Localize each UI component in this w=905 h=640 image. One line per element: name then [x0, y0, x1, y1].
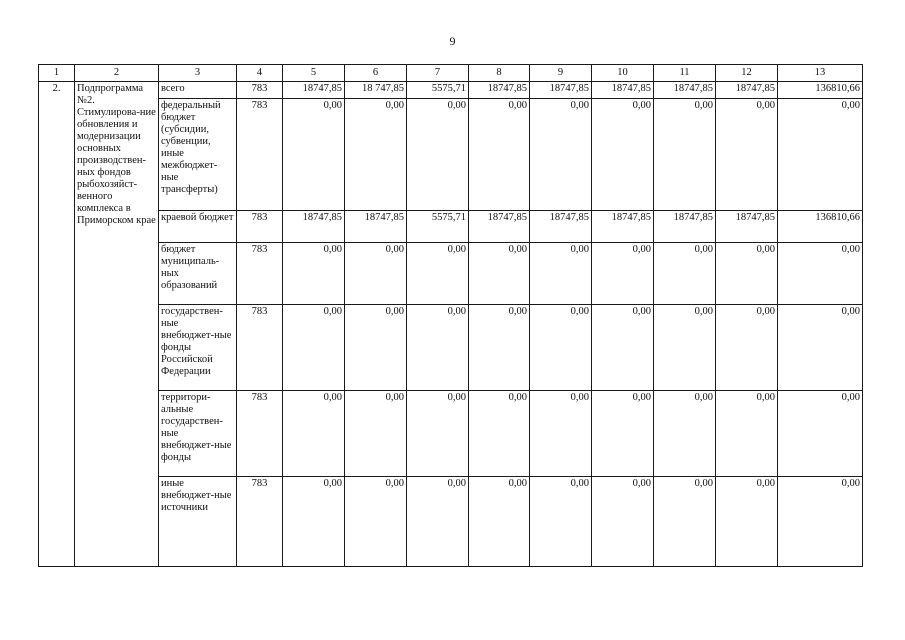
- value-cell: 18747,85: [592, 211, 654, 243]
- value-cell: 18747,85: [716, 211, 778, 243]
- code-cell: 783: [237, 243, 283, 305]
- value-cell: 18747,85: [654, 211, 716, 243]
- code-cell: 783: [237, 82, 283, 99]
- code-cell: 783: [237, 477, 283, 567]
- header-cell: 1: [39, 65, 75, 82]
- value-cell: 18747,85: [530, 82, 592, 99]
- table-row: [39, 82, 863, 99]
- value-cell: 0,00: [654, 99, 716, 211]
- value-cell: 0,00: [283, 243, 345, 305]
- header-cell: 8: [469, 65, 530, 82]
- value-cell: 0,00: [654, 243, 716, 305]
- header-cell: 7: [407, 65, 469, 82]
- funding-source-cell: федеральный бюджет (субсидии, субвенции, иные межбюджет-ные трансферты): [159, 99, 237, 211]
- value-cell: 18747,85: [345, 211, 407, 243]
- value-cell: 0,00: [530, 477, 592, 567]
- value-cell: 0,00: [530, 391, 592, 477]
- header-cell: 11: [654, 65, 716, 82]
- value-cell: 0,00: [778, 477, 863, 567]
- header-cell: 3: [159, 65, 237, 82]
- value-cell: 0,00: [592, 99, 654, 211]
- header-cell: 9: [530, 65, 592, 82]
- funding-source-cell: всего: [159, 82, 237, 99]
- header-cell: 12: [716, 65, 778, 82]
- value-cell: 0,00: [407, 391, 469, 477]
- table-row: [39, 243, 863, 305]
- budget-table: [38, 64, 863, 567]
- header-cell: 13: [778, 65, 863, 82]
- value-cell: 0,00: [345, 243, 407, 305]
- value-cell: 0,00: [345, 477, 407, 567]
- value-cell: 0,00: [407, 99, 469, 211]
- value-cell: 0,00: [407, 305, 469, 391]
- value-cell: 0,00: [530, 99, 592, 211]
- value-cell: 0,00: [778, 391, 863, 477]
- value-cell: 136810,66: [778, 82, 863, 99]
- value-cell: 0,00: [407, 477, 469, 567]
- value-cell: 0,00: [469, 99, 530, 211]
- funding-source-cell: иные внебюджет-ные источники: [159, 477, 237, 567]
- value-cell: 0,00: [283, 477, 345, 567]
- code-cell: 783: [237, 211, 283, 243]
- value-cell: 0,00: [283, 305, 345, 391]
- code-cell: 783: [237, 305, 283, 391]
- row-number-cell: 2.: [39, 82, 75, 567]
- value-cell: 0,00: [592, 391, 654, 477]
- value-cell: 0,00: [469, 477, 530, 567]
- value-cell: 18747,85: [469, 211, 530, 243]
- value-cell: 18 747,85: [345, 82, 407, 99]
- value-cell: 0,00: [283, 99, 345, 211]
- value-cell: 0,00: [716, 391, 778, 477]
- value-cell: 18747,85: [654, 82, 716, 99]
- value-cell: 0,00: [654, 477, 716, 567]
- code-cell: 783: [237, 391, 283, 477]
- value-cell: 0,00: [283, 391, 345, 477]
- value-cell: 0,00: [530, 305, 592, 391]
- table-row: [39, 305, 863, 391]
- value-cell: 0,00: [716, 99, 778, 211]
- funding-source-cell: краевой бюджет: [159, 211, 237, 243]
- value-cell: 0,00: [345, 99, 407, 211]
- header-cell: 2: [75, 65, 159, 82]
- value-cell: 0,00: [716, 305, 778, 391]
- value-cell: 0,00: [469, 305, 530, 391]
- header-cell: 5: [283, 65, 345, 82]
- value-cell: 0,00: [592, 243, 654, 305]
- value-cell: 0,00: [592, 305, 654, 391]
- value-cell: 5575,71: [407, 82, 469, 99]
- value-cell: 18747,85: [283, 211, 345, 243]
- value-cell: 0,00: [778, 243, 863, 305]
- value-cell: 0,00: [716, 477, 778, 567]
- code-cell: 783: [237, 99, 283, 211]
- header-cell: 4: [237, 65, 283, 82]
- header-cell: 10: [592, 65, 654, 82]
- program-name-cell: Подпрограмма №2. Стимулирова-ние обновления и модернизации основных производствен-ных фондов рыбохозяйст-венного комплекса в Приморском крае: [75, 82, 159, 567]
- funding-source-cell: бюджет муниципаль-ных образований: [159, 243, 237, 305]
- value-cell: 0,00: [530, 243, 592, 305]
- value-cell: 5575,71: [407, 211, 469, 243]
- value-cell: 0,00: [654, 305, 716, 391]
- value-cell: 0,00: [654, 391, 716, 477]
- table-body: [39, 65, 863, 567]
- page-number: 9: [449, 34, 456, 48]
- value-cell: 0,00: [345, 305, 407, 391]
- value-cell: 0,00: [469, 243, 530, 305]
- value-cell: 0,00: [592, 477, 654, 567]
- value-cell: 18747,85: [283, 82, 345, 99]
- value-cell: 18747,85: [530, 211, 592, 243]
- funding-source-cell: территори-альные государствен-ные внебюджет-ные фонды: [159, 391, 237, 477]
- value-cell: 0,00: [345, 391, 407, 477]
- value-cell: 0,00: [407, 243, 469, 305]
- value-cell: 18747,85: [592, 82, 654, 99]
- value-cell: 18747,85: [716, 82, 778, 99]
- table-row: [39, 99, 863, 211]
- header-row: [39, 65, 863, 82]
- table-row: [39, 211, 863, 243]
- value-cell: 0,00: [778, 305, 863, 391]
- table-row: [39, 477, 863, 567]
- table-row: [39, 391, 863, 477]
- value-cell: 18747,85: [469, 82, 530, 99]
- value-cell: 136810,66: [778, 211, 863, 243]
- value-cell: 0,00: [469, 391, 530, 477]
- funding-source-cell: государствен-ные внебюджет-ные фонды Российской Федерации: [159, 305, 237, 391]
- value-cell: 0,00: [778, 99, 863, 211]
- header-cell: 6: [345, 65, 407, 82]
- value-cell: 0,00: [716, 243, 778, 305]
